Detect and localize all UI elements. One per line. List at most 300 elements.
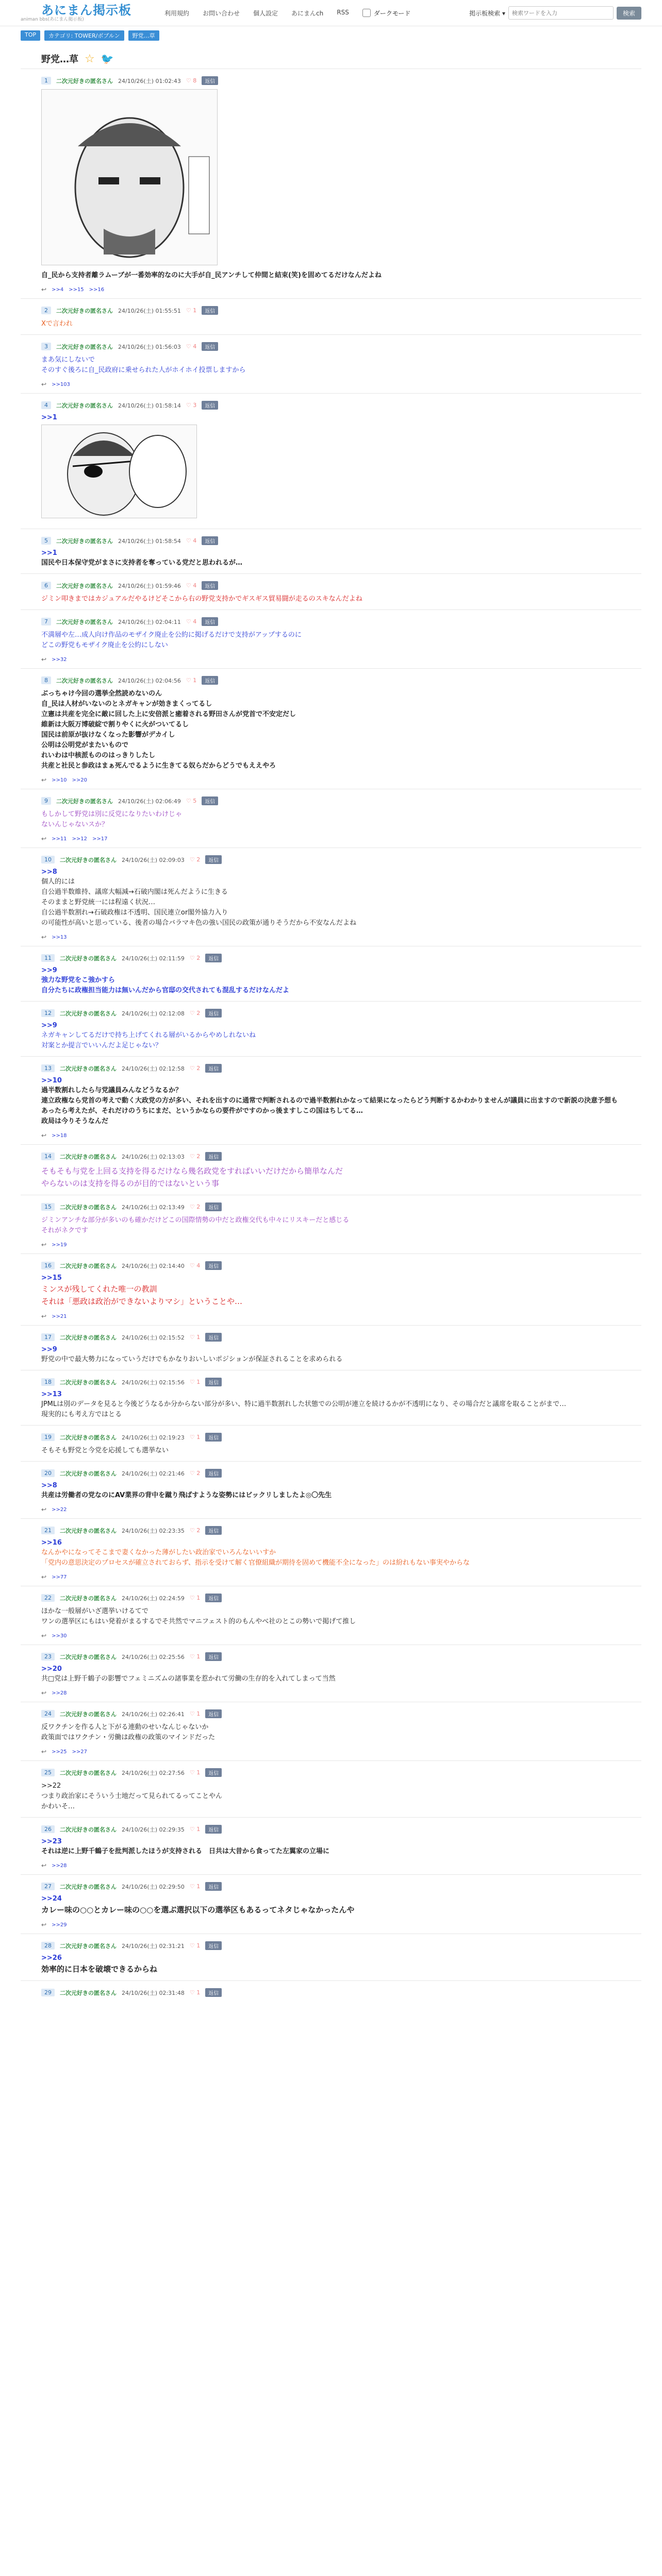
post-date: 24/10/26(土) 02:23:35: [122, 1527, 185, 1534]
reply-button[interactable]: 返信: [202, 536, 218, 545]
post-number[interactable]: 23: [41, 1653, 55, 1660]
post-body: ジミンアンチな部分が多いのも確かだけどこの国際情勢の中だと政権交代も中々にリスキーだと感じる それがネクです: [41, 1216, 350, 1234]
post-date: 24/10/26(土) 02:21:46: [122, 1470, 185, 1477]
like-count[interactable]: [190, 1204, 200, 1210]
like-count[interactable]: [190, 955, 200, 961]
post-number[interactable]: 6: [41, 582, 51, 589]
post-date: 24/10/26(土) 02:04:11: [118, 618, 181, 625]
poster-name: 二次元好きの匿名さん: [56, 77, 113, 84]
post-number[interactable]: 15: [41, 1203, 55, 1211]
reply-anchor-link[interactable]: >>26: [41, 1954, 62, 1962]
post-number[interactable]: 5: [41, 537, 51, 545]
post-meta: [41, 796, 621, 805]
breadcrumb: [0, 26, 662, 45]
post: [21, 1874, 641, 1934]
post-number[interactable]: 20: [41, 1469, 55, 1477]
reply-arrow-icon: ↩: [41, 776, 47, 784]
poster-name: 二次元好きの匿名さん: [60, 1379, 117, 1386]
like-count[interactable]: [190, 1010, 200, 1016]
post-body: 不満層や左…成人向け作品のモザイク廃止を公約に掲げるだけで支持がアップするのに どこの野党もモザイク廃止を公約にしない: [41, 631, 302, 649]
heart-icon[interactable]: ♡: [189, 1883, 197, 1890]
like-count[interactable]: [190, 1595, 200, 1601]
poster-name: 二次元好きの匿名さん: [56, 677, 113, 684]
reply-button[interactable]: 返信: [205, 855, 222, 864]
like-number: 2: [196, 1527, 201, 1534]
post: [21, 668, 641, 789]
reply-arrow-icon: ↩: [41, 1506, 47, 1513]
reply-button[interactable]: 返信: [202, 796, 218, 805]
like-number: 2: [196, 1470, 201, 1477]
heart-icon[interactable]: ♡: [186, 343, 193, 350]
twitter-icon[interactable]: 🐦: [101, 53, 114, 65]
post: [21, 1934, 641, 1980]
reply-links: [41, 1241, 621, 1248]
like-number: 1: [196, 1653, 201, 1660]
post-number[interactable]: 21: [41, 1527, 55, 1534]
reply-button[interactable]: 返信: [205, 1882, 222, 1891]
reply-links: [41, 835, 621, 842]
reply-link[interactable]: >>27: [72, 1749, 88, 1755]
like-number: 2: [196, 955, 201, 961]
reply-anchor-link[interactable]: >>9: [41, 967, 57, 974]
reply-link[interactable]: >>10: [52, 777, 67, 783]
like-number: 4: [196, 1262, 201, 1269]
reply-anchor-link[interactable]: >>8: [41, 868, 57, 876]
reply-links: [41, 656, 621, 663]
reply-button[interactable]: 返信: [205, 1433, 222, 1442]
like-number: 3: [193, 402, 197, 409]
poster-name: 二次元好きの匿名さん: [60, 1826, 117, 1833]
post-number[interactable]: 10: [41, 856, 55, 863]
post: [21, 529, 641, 573]
like-number: 1: [193, 677, 197, 684]
post: [21, 1702, 641, 1760]
breadcrumb-top[interactable]: TOP: [21, 30, 40, 41]
reply-button[interactable]: 返信: [205, 1768, 222, 1777]
post-number[interactable]: 17: [41, 1333, 55, 1341]
heart-icon[interactable]: ♡: [186, 677, 193, 684]
reply-link[interactable]: >>20: [72, 777, 88, 783]
post: [21, 1056, 641, 1144]
reply-anchor-link[interactable]: >>1: [41, 549, 57, 557]
breadcrumb-thread[interactable]: 野党…草: [128, 30, 159, 41]
search-button[interactable]: 検索: [617, 7, 641, 20]
reply-button[interactable]: 返信: [205, 1709, 222, 1718]
reply-arrow-icon: ↩: [41, 1632, 47, 1639]
post-number[interactable]: 2: [41, 307, 51, 314]
heart-icon[interactable]: ♡: [189, 1434, 197, 1440]
heart-icon[interactable]: ♡: [189, 1153, 197, 1160]
like-count[interactable]: [190, 1710, 200, 1717]
post: [21, 1253, 641, 1325]
reply-anchor-link[interactable]: >>9: [41, 1346, 57, 1353]
post-number[interactable]: 25: [41, 1769, 55, 1776]
heart-icon[interactable]: ♡: [186, 77, 193, 84]
post-body: 反ワクチンを作る人と下がる連動のせいなんじゃないか 政策面ではワクチン・労働は政権の政策のマインドだった: [41, 1723, 216, 1741]
like-number: 2: [196, 1204, 201, 1210]
post: [21, 573, 641, 609]
like-count[interactable]: [186, 798, 196, 804]
reply-button[interactable]: 返信: [205, 1825, 222, 1834]
post: [21, 1144, 641, 1195]
nav-contact[interactable]: お問い合わせ: [203, 9, 240, 17]
reply-button[interactable]: 返信: [205, 1652, 222, 1661]
reply-button[interactable]: 返信: [205, 1333, 222, 1342]
heart-icon[interactable]: ♡: [186, 618, 193, 625]
reply-links: [41, 1313, 621, 1320]
poster-name: 二次元好きの匿名さん: [60, 1989, 117, 1996]
reply-anchor-link[interactable]: >>1: [41, 414, 57, 421]
reply-anchor-link[interactable]: >>24: [41, 1895, 62, 1903]
post-meta: [41, 1202, 621, 1211]
heart-icon[interactable]: ♡: [189, 1065, 197, 1072]
post-number[interactable]: 11: [41, 954, 55, 962]
post-number[interactable]: 26: [41, 1825, 55, 1833]
reply-arrow-icon: ↩: [41, 1573, 47, 1581]
like-count[interactable]: [190, 1334, 200, 1341]
reply-anchor-link[interactable]: >>9: [41, 1022, 57, 1029]
reply-link[interactable]: >>12: [72, 836, 88, 842]
reply-link[interactable]: >>103: [52, 381, 70, 387]
heart-icon[interactable]: ♡: [186, 798, 193, 804]
reply-button[interactable]: 返信: [205, 1064, 222, 1073]
post-meta: [41, 1882, 621, 1891]
post-number[interactable]: 28: [41, 1942, 55, 1950]
heart-icon[interactable]: ♡: [189, 856, 197, 863]
like-count[interactable]: [190, 1942, 200, 1949]
reply-button[interactable]: 返信: [202, 617, 218, 626]
reply-arrow-icon: ↩: [41, 1921, 47, 1928]
reply-link[interactable]: >>11: [52, 836, 67, 842]
post-number[interactable]: 16: [41, 1262, 55, 1269]
poster-name: 二次元好きの匿名さん: [60, 1883, 117, 1890]
site-logo[interactable]: [21, 4, 152, 22]
heart-icon[interactable]: ♡: [189, 1653, 197, 1660]
post: [21, 1980, 641, 2006]
poster-name: 二次元好きの匿名さん: [60, 1653, 117, 1660]
reply-button[interactable]: 返信: [205, 1526, 222, 1535]
heart-icon[interactable]: ♡: [189, 1010, 197, 1016]
dark-mode-label: ダークモード: [373, 9, 411, 17]
reply-links: [41, 1748, 621, 1755]
like-number: 2: [196, 1065, 201, 1072]
nav-terms[interactable]: 利用規約: [164, 9, 190, 17]
reply-button[interactable]: 返信: [202, 76, 218, 85]
like-count[interactable]: [190, 1653, 200, 1660]
reply-link[interactable]: >>13: [52, 934, 67, 940]
heart-icon[interactable]: ♡: [189, 1334, 197, 1341]
like-number: 2: [196, 1010, 201, 1016]
reply-links: [41, 1632, 621, 1639]
site-header: [0, 0, 662, 26]
post-body: 自_民から支持者離ラムーブが一番効率的なのに大手が自_民アンチして仲間と結束(笑)を固めてるだけなんだよね: [41, 272, 382, 279]
post-date: 24/10/26(土) 02:14:40: [122, 1262, 185, 1269]
reply-button[interactable]: 返信: [202, 401, 218, 410]
reply-button[interactable]: 返信: [205, 1202, 222, 1211]
like-number: 1: [196, 1710, 201, 1717]
reply-anchor-link[interactable]: >>8: [41, 1482, 57, 1489]
like-number: 4: [193, 582, 197, 589]
breadcrumb-category[interactable]: カテゴリ: TOWER/ボブルン: [44, 30, 124, 41]
reply-link[interactable]: >>32: [52, 656, 67, 663]
post: [21, 1425, 641, 1461]
dark-mode-toggle[interactable]: [362, 9, 411, 18]
reply-link[interactable]: >>30: [52, 1633, 67, 1639]
post: [21, 1461, 641, 1518]
post-body: 強力な野党をこ強かすら 自分たちに政権担当能力は無いんだから官邸の交代されても混乱するだけなんだよ: [41, 976, 290, 994]
reply-link[interactable]: >>21: [52, 1313, 67, 1319]
like-count[interactable]: [190, 856, 200, 863]
post: [21, 1001, 641, 1056]
reply-button[interactable]: 返信: [205, 954, 222, 962]
post: [21, 946, 641, 1001]
post-date: 24/10/26(土) 02:13:03: [122, 1153, 185, 1160]
heart-icon[interactable]: ♡: [189, 1989, 197, 1996]
post: [21, 609, 641, 668]
heart-icon[interactable]: ♡: [186, 582, 193, 589]
like-number: 8: [193, 77, 197, 84]
reply-links: [41, 1689, 621, 1697]
post-number[interactable]: 1: [41, 77, 51, 84]
poster-name: 二次元好きの匿名さん: [60, 1153, 117, 1160]
like-count[interactable]: [186, 537, 196, 544]
reply-link[interactable]: >>16: [89, 286, 105, 293]
heart-icon[interactable]: ♡: [189, 955, 197, 961]
reply-anchor-link[interactable]: >>16: [41, 1539, 62, 1547]
checkbox-icon[interactable]: [362, 9, 371, 17]
reply-anchor-link[interactable]: >>13: [41, 1391, 62, 1398]
star-icon[interactable]: ☆: [85, 52, 95, 65]
post-meta: [41, 1652, 621, 1661]
reply-anchor-link[interactable]: >>20: [41, 1665, 62, 1673]
post-meta: [41, 1988, 621, 1997]
post-number[interactable]: 7: [41, 618, 51, 625]
post-date: 24/10/26(土) 02:31:21: [122, 1942, 185, 1950]
reply-button[interactable]: 返信: [205, 1378, 222, 1386]
nav-settings[interactable]: 個人設定: [253, 9, 278, 17]
like-count[interactable]: [186, 77, 196, 84]
like-count[interactable]: [190, 1262, 200, 1269]
like-count[interactable]: [190, 1379, 200, 1385]
like-count[interactable]: [190, 1989, 200, 1996]
heart-icon[interactable]: ♡: [189, 1204, 197, 1210]
reply-arrow-icon: ↩: [41, 1241, 47, 1248]
post-number[interactable]: 24: [41, 1710, 55, 1718]
manga-panel-image[interactable]: [41, 89, 218, 265]
like-count[interactable]: [190, 1434, 200, 1440]
reply-link[interactable]: >>15: [69, 286, 84, 293]
post-number[interactable]: 19: [41, 1433, 55, 1441]
search-input[interactable]: [508, 6, 614, 20]
reply-link[interactable]: >>25: [52, 1749, 67, 1755]
like-count[interactable]: [186, 402, 196, 409]
reply-button[interactable]: 返信: [205, 1941, 222, 1950]
reply-button[interactable]: 返信: [205, 1009, 222, 1018]
reply-button[interactable]: 返信: [205, 1261, 222, 1270]
post-number[interactable]: 18: [41, 1378, 55, 1386]
post-date: 24/10/26(土) 02:29:35: [122, 1826, 185, 1833]
post-number[interactable]: 12: [41, 1009, 55, 1017]
reply-button[interactable]: 返信: [205, 1152, 222, 1161]
reply-link[interactable]: >>28: [52, 1690, 67, 1696]
like-count[interactable]: [190, 1527, 200, 1534]
heart-icon[interactable]: ♡: [189, 1262, 197, 1269]
like-count[interactable]: [190, 1153, 200, 1160]
post: [21, 848, 641, 946]
like-count[interactable]: [186, 307, 196, 314]
like-number: 4: [193, 537, 197, 544]
post-body: JPMLは別のデータを見ると今後どうなるか分からない部分が多い、特に過半数割れした状態での公明が連立を続けるかが不透明になり、その場合だと議席を取ることがまで… 現実的にも考え方ではとる: [41, 1400, 567, 1418]
heart-icon[interactable]: ♡: [189, 1379, 197, 1385]
reply-arrow-icon: ↩: [41, 1313, 47, 1320]
poster-name: 二次元好きの匿名さん: [56, 402, 113, 409]
reply-link[interactable]: >>77: [52, 1574, 67, 1580]
post-date: 24/10/26(土) 02:12:08: [122, 1010, 185, 1017]
post-meta: [41, 1825, 621, 1834]
reply-button[interactable]: 返信: [205, 1594, 222, 1602]
reply-link[interactable]: >>17: [92, 836, 108, 842]
reply-links: [41, 1862, 621, 1869]
like-number: 4: [193, 343, 197, 350]
reply-arrow-icon: ↩: [41, 286, 47, 293]
post: [21, 298, 641, 334]
post-date: 24/10/26(土) 02:27:56: [122, 1769, 185, 1776]
heart-icon[interactable]: ♡: [186, 402, 193, 409]
post-date: 24/10/26(土) 02:04:56: [118, 677, 181, 684]
reply-button[interactable]: 返信: [202, 342, 218, 351]
like-count[interactable]: [190, 1769, 200, 1776]
post-meta: [41, 1433, 621, 1442]
heart-icon[interactable]: ♡: [189, 1710, 197, 1717]
reply-anchor-link[interactable]: >>15: [41, 1274, 62, 1282]
post-number[interactable]: 8: [41, 676, 51, 684]
heart-icon[interactable]: ♡: [186, 307, 193, 314]
post-number[interactable]: 4: [41, 401, 51, 409]
post-meta: [41, 954, 621, 962]
post-meta: [41, 1152, 621, 1161]
post-meta: [41, 1768, 621, 1777]
reply-link[interactable]: >>28: [52, 1862, 67, 1869]
reply-arrow-icon: ↩: [41, 1748, 47, 1755]
like-number: 1: [196, 1883, 201, 1890]
post-meta: [41, 1594, 621, 1602]
poster-name: 二次元好きの匿名さん: [60, 1470, 117, 1477]
heart-icon[interactable]: ♡: [189, 1769, 197, 1776]
reply-links: [41, 381, 621, 388]
post-date: 24/10/26(土) 02:09:03: [122, 856, 185, 863]
reply-button[interactable]: 返信: [202, 676, 218, 685]
post-date: 24/10/26(土) 01:58:14: [118, 402, 181, 409]
poster-name: 二次元好きの匿名さん: [56, 618, 113, 625]
post-date: 24/10/26(土) 02:12:58: [122, 1065, 185, 1072]
reply-arrow-icon: ↩: [41, 934, 47, 941]
heart-icon[interactable]: ♡: [189, 1942, 197, 1949]
reply-links: [41, 1132, 621, 1139]
post-date: 24/10/26(土) 02:25:56: [122, 1653, 185, 1660]
post-meta: [41, 1941, 621, 1950]
post-meta: [41, 76, 621, 85]
post-number[interactable]: 9: [41, 797, 51, 805]
poster-name: 二次元好きの匿名さん: [60, 1065, 117, 1072]
heart-icon[interactable]: ♡: [189, 1527, 197, 1534]
post-date: 24/10/26(土) 01:59:46: [118, 582, 181, 589]
reply-button[interactable]: 返信: [202, 306, 218, 315]
post-number[interactable]: 22: [41, 1594, 55, 1602]
heart-icon[interactable]: ♡: [189, 1826, 197, 1833]
post: [21, 1370, 641, 1425]
reply-arrow-icon: ↩: [41, 656, 47, 663]
post-number[interactable]: 29: [41, 1989, 55, 1996]
poster-name: 二次元好きの匿名さん: [60, 1710, 117, 1718]
post-meta: [41, 1333, 621, 1342]
thread-titlebar: [0, 45, 662, 69]
post-date: 24/10/26(土) 02:15:56: [122, 1379, 185, 1386]
like-number: 1: [196, 1595, 201, 1601]
post-date: 24/10/26(土) 02:11:59: [122, 955, 185, 962]
post-meta: [41, 1064, 621, 1073]
post-meta: [41, 401, 621, 410]
reply-link[interactable]: >>4: [52, 286, 64, 293]
like-count[interactable]: [186, 618, 196, 625]
post-number[interactable]: 27: [41, 1883, 55, 1890]
post-number[interactable]: 13: [41, 1064, 55, 1072]
search-scope-select[interactable]: 掲示板検索 ▾: [469, 9, 505, 17]
post-list: [0, 69, 662, 2006]
reply-button[interactable]: 返信: [205, 1469, 222, 1478]
like-count[interactable]: [190, 1883, 200, 1890]
post-number[interactable]: 14: [41, 1153, 55, 1160]
like-number: 4: [193, 618, 197, 625]
poster-name: 二次元好きの匿名さん: [60, 856, 117, 863]
reply-link[interactable]: >>18: [52, 1132, 67, 1139]
heart-icon[interactable]: ♡: [186, 537, 193, 544]
like-count[interactable]: [186, 343, 196, 350]
post-body: もしかして野党は別に反党になりたいわけじゃ ないんじゃないスか？: [41, 810, 183, 828]
post-meta: [41, 1526, 621, 1535]
post-meta: [41, 1261, 621, 1270]
like-count[interactable]: [186, 677, 196, 684]
post-meta: [41, 342, 621, 351]
post-meta: [41, 617, 621, 626]
like-count[interactable]: [190, 1826, 200, 1833]
heart-icon[interactable]: ♡: [189, 1595, 197, 1601]
reply-anchor-link[interactable]: >>10: [41, 1077, 62, 1084]
header-nav: [164, 9, 349, 18]
reply-link[interactable]: >>22: [52, 1506, 67, 1513]
post: [21, 1817, 641, 1874]
manga-panel-image[interactable]: [41, 425, 197, 518]
post: [21, 789, 641, 848]
post-number[interactable]: 3: [41, 343, 51, 350]
reply-button[interactable]: 返信: [205, 1988, 222, 1997]
reply-links: [41, 1921, 621, 1928]
heart-icon[interactable]: ♡: [189, 1470, 197, 1477]
nav-rss[interactable]: RSS: [337, 8, 349, 16]
like-number: 1: [196, 1826, 201, 1833]
like-count[interactable]: [190, 1065, 200, 1072]
post-body: それは逆に上野千鶴子を批判派したほうが支持される 日共は大昔から食ってた左翼家の立場に: [41, 1848, 330, 1855]
reply-anchor-link[interactable]: >>23: [41, 1838, 62, 1845]
post-body: Xで言われ: [41, 320, 73, 328]
like-count[interactable]: [186, 582, 196, 589]
nav-animanch[interactable]: あにまんch: [291, 9, 324, 17]
reply-button[interactable]: 返信: [202, 581, 218, 590]
like-number: 1: [193, 307, 197, 314]
reply-link[interactable]: >>29: [52, 1922, 67, 1928]
reply-link[interactable]: >>19: [52, 1242, 67, 1248]
like-count[interactable]: [190, 1470, 200, 1477]
like-number: 1: [196, 1769, 201, 1776]
